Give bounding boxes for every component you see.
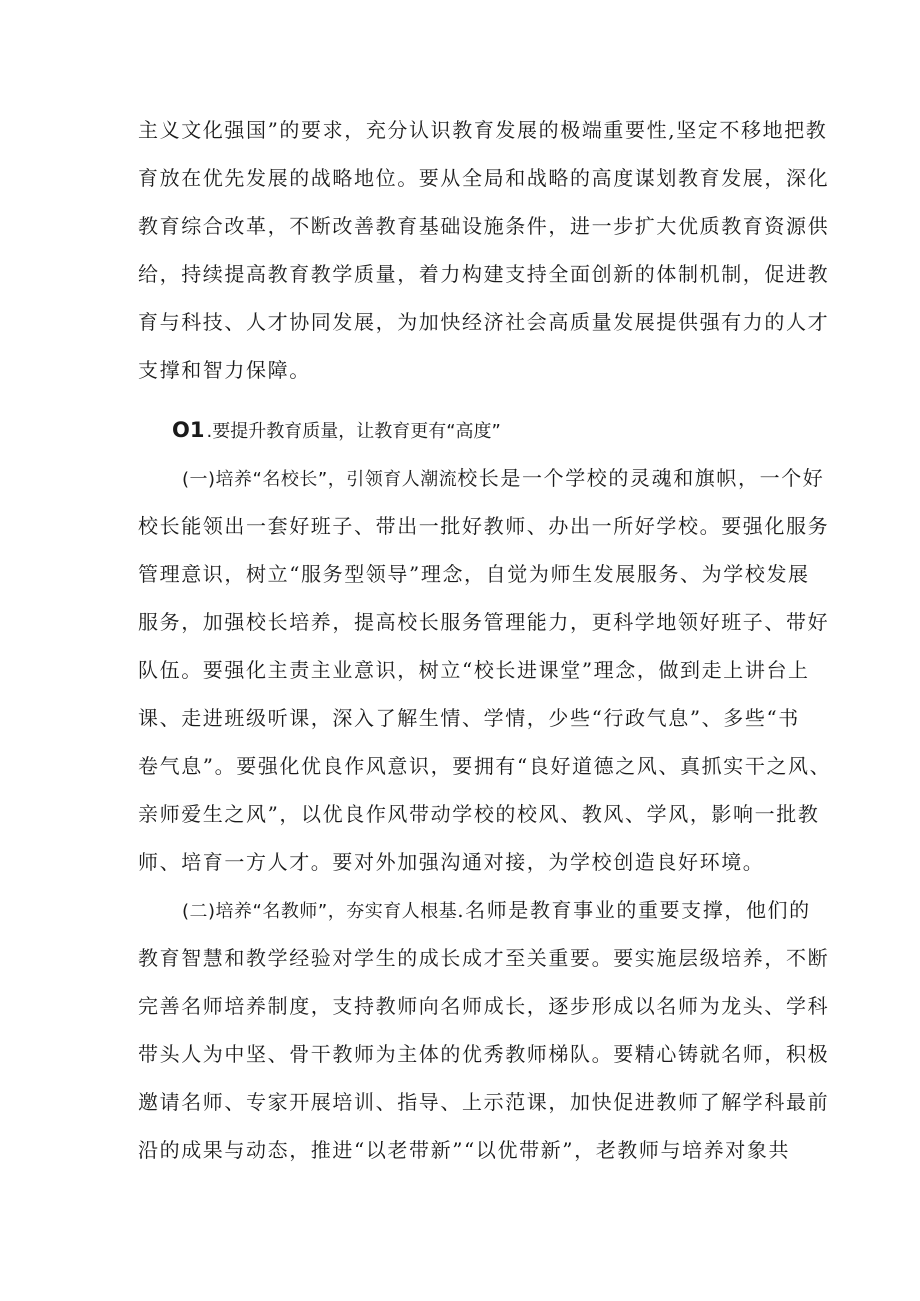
text-line: 校长能领出一套好班子、带出一批好教师、办出一所好学校。要强化服务 <box>138 514 830 538</box>
text-line: 亲师爱生之风”，以优良作风带动学校的校风、教风、学风，影响一批教 <box>138 802 820 826</box>
text-line: 管理意识，树立“服务型领导”理念，自觉为师生发展服务、为学校发展 <box>138 562 810 586</box>
text-line: 课、走进班级听课，深入了解生情、学情，少些“行政气息”、多些“书 <box>138 706 800 730</box>
text-line: 队伍。要强化主责主业意识，树立“校长进课堂”理念，做到走上讲台上 <box>138 658 810 682</box>
text-line: 给，持续提高教育教学质量，着力构建支持全面创新的体制机制，促进教 <box>138 262 830 286</box>
text-line: 邀请名师、专家开展培训、指导、上示范课，加快促进教师了解学科最前 <box>138 1090 830 1114</box>
text-line: 服务，加强校长培养，提高校长服务管理能力，更科学地领好班子、带好 <box>138 610 830 634</box>
text-line: 教育智慧和教学经验对学生的成长成才至关重要。要实施层级培养，不断 <box>138 946 830 970</box>
text-line: 沿的成果与动态，推进“以老带新”“以优带新”，老教师与培养对象共 <box>138 1138 791 1162</box>
text-line <box>182 898 811 924</box>
text-line: 卷气息”。要强化优良作风意识，要拥有“良好道德之风、真抓实干之风、 <box>138 754 832 778</box>
text-line: 教育综合改革，不断改善教育基础设施条件，进一步扩大优质教育资源供 <box>138 214 830 238</box>
text-line: 师、培育一方人才。要对外加强沟通对接，为学校创造良好环境。 <box>138 850 765 874</box>
paragraph-text: 校长是一个学校的灵魂和旗帜，一个好 <box>457 466 825 490</box>
paragraph-lead: (二)培养“名教师”，夯实育人根基 <box>182 901 458 922</box>
text-line: 育放在优先发展的战略地位。要从全局和战略的高度谋划教育发展，深化 <box>138 166 830 190</box>
paragraph-text: .名师是教育事业的重要支撑，他们的 <box>457 898 811 922</box>
section-title: .要提升教育质量，让教育更有“高度” <box>206 421 501 442</box>
text-line <box>182 466 824 492</box>
section-number: O1 <box>172 418 205 442</box>
paragraph-lead: (一)培养“名校长”，引领育人潮流 <box>182 469 458 490</box>
text-line: 完善名师培养制度，支持教师向名师成长，逐步形成以名师为龙头、学科 <box>138 994 830 1018</box>
text-line: 育与科技、人才协同发展，为加快经济社会高质量发展提供强有力的人才 <box>138 310 830 334</box>
text-line: 主义文化强国”的要求，充分认识教育发展的极端重要性,坚定不移地把教 <box>138 118 828 142</box>
text-line: 带头人为中坚、骨干教师为主体的优秀教师梯队。要精心铸就名师，积极 <box>138 1042 830 1066</box>
text-line: 支撑和智力保障。 <box>138 358 311 382</box>
section-heading <box>172 418 501 444</box>
